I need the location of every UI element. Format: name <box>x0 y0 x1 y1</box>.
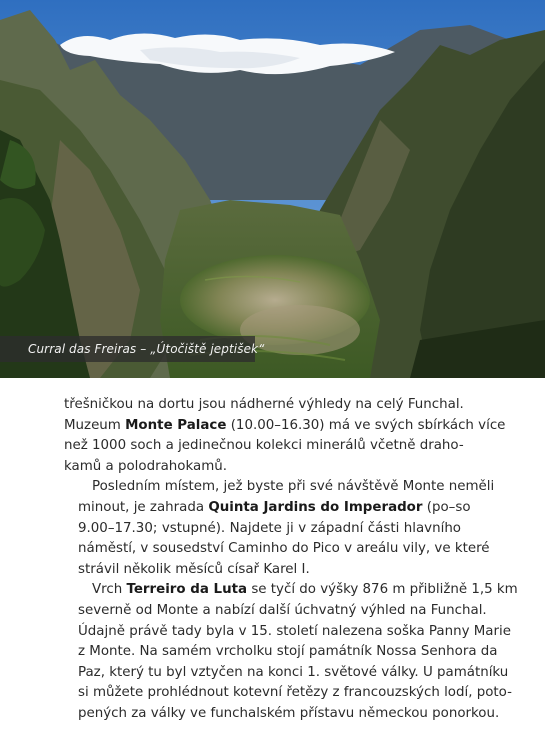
text-line: z Monte. Na samém vrcholku stojí památník Nossa Senhora da <box>78 644 498 660</box>
text-line: Údajně právě tady byla v 15. století nalezena soška Panny Marie <box>78 623 511 639</box>
text-segment: (10.00–16.30) má ve svých sbírkách více <box>226 417 506 433</box>
text-line <box>64 498 471 519</box>
highlight-quinta-jardins: Quinta Jardins do Imperador <box>208 499 423 515</box>
text-line: kamů a polodrahokamů. <box>64 458 227 474</box>
text-line: Paz, který tu byl vztyčen na konci 1. světové války. U památníku <box>78 664 509 680</box>
text-line: třešničkou na dortu jsou nádherné výhledy na celý Funchal. <box>64 397 464 412</box>
text-line <box>64 416 506 437</box>
text-line: si můžete prohlédnout kotevní řetězy z francouzských lodí, poto- <box>78 685 512 701</box>
text-segment: Vrch <box>92 582 127 598</box>
body-text <box>64 395 518 725</box>
highlight-terreiro-da-luta: Terreiro da Luta <box>126 582 248 598</box>
text-segment: minout, je zahrada <box>78 499 209 515</box>
text-line: severně od Monte a nabízí další úchvatný výhled na Funchal. <box>78 602 487 618</box>
text-line: Posledním místem, jež byste při své návštěvě Monte neměli <box>92 479 495 495</box>
paragraph-terreiro-da-luta <box>64 580 518 724</box>
paragraph-quinta-jardins <box>64 477 495 580</box>
text-line: 9.00–17.30; vstupné). Najdete ji v západní části hlavního <box>78 520 461 536</box>
photo-caption: Curral das Freiras – „Útočiště jeptišek“ <box>0 336 255 362</box>
text-line: náměstí, v sousedství Caminho do Pico v areálu vily, ve které <box>78 541 490 557</box>
text-line: než 1000 soch a jedinečnou kolekci minerálů včetně draho- <box>64 438 464 454</box>
text-segment: se tyčí do výšky 876 m přibližně 1,5 km <box>247 582 518 598</box>
paragraph-monte-palace <box>64 395 506 477</box>
text-line <box>64 580 518 601</box>
text-line: pených za války ve funchalském přístavu německou ponorkou. <box>78 705 500 721</box>
text-segment: Muzeum <box>64 417 126 433</box>
text-line: strávil několik měsíců císař Karel I. <box>78 561 310 577</box>
text-segment: (po–so <box>422 499 471 515</box>
highlight-monte-palace: Monte Palace <box>125 417 227 433</box>
